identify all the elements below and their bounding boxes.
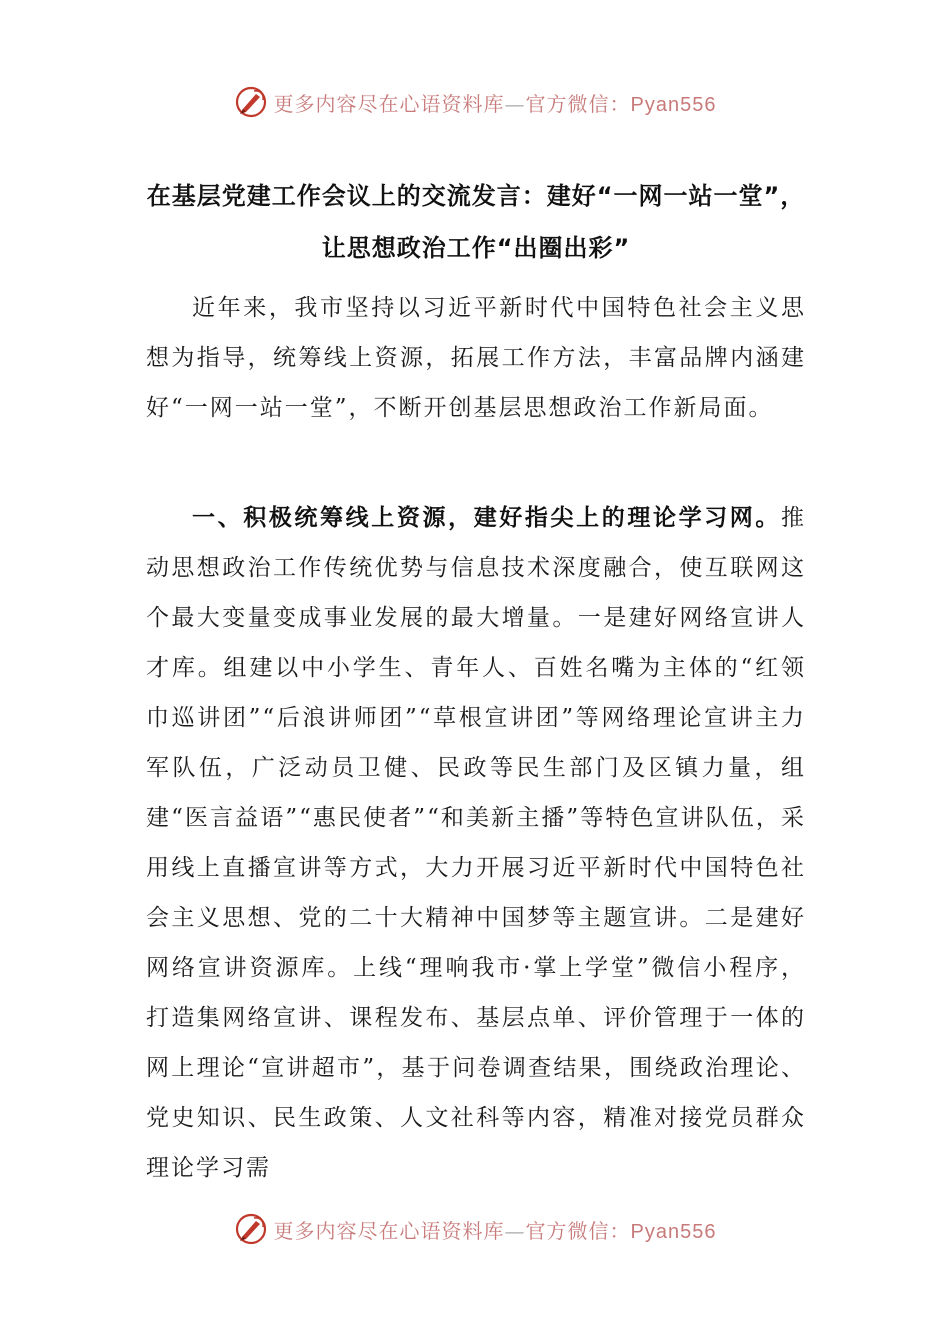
top-banner (0, 82, 950, 122)
document-title: 在基层党建工作会议上的交流发言：建好“一网一站一堂”，让思想政治工作“出圈出彩” (146, 182, 806, 262)
banner-text: 更多内容尽在心语资料库—官方微信：Pyan556 (273, 91, 717, 116)
section-1-paragraph (146, 493, 806, 1193)
section-1-heading: 一、积极统筹线上资源，建好指尖上的理论学习网。 (192, 505, 781, 531)
pen-circle-logo-icon (234, 1212, 268, 1246)
bottom-banner (0, 1209, 950, 1249)
banner-text: 更多内容尽在心语资料库—官方微信：Pyan556 (273, 1218, 717, 1243)
intro-paragraph: 近年来，我市坚持以习近平新时代中国特色社会主义思想为指导，统筹线上资源，拓展工作方法，丰富品牌内涵建好“一网一站一堂”，不断开创基层思想政治工作新局面。 (146, 295, 806, 421)
section-1-body: 推动思想政治工作传统优势与信息技术深度融合，使互联网这个最大变量变成事业发展的最大增量。一是建好网络宣讲人才库。组建以中小学生、青年人、百姓名嘴为主体的“红领巾巡讲团”“后浪讲师团”“草根宣讲团”等网络理论宣讲主力军队伍，广泛动员卫健、民政等民生部门及区镇力量，组建“医言益语”“惠民使者”“和美新主播”等特色宣讲队伍，采用线上直播宣讲等方式，大力开展习近平新时代中国特色社会主义思想、党的二十大精神中国梦等主题宣讲。二是建好网络宣讲资源库。上线“理响我市·掌上学堂”微信小程序，打造集网络宣讲、课程发布、基层点单、评价管理于一体的网上理论“宣讲超市”，基于问卷调查结果，围绕政治理论、党史知识、民生政策、人文社科等内容，精准对接党员群众理论学习需 (146, 505, 806, 1181)
pen-circle-logo-icon (234, 85, 268, 119)
